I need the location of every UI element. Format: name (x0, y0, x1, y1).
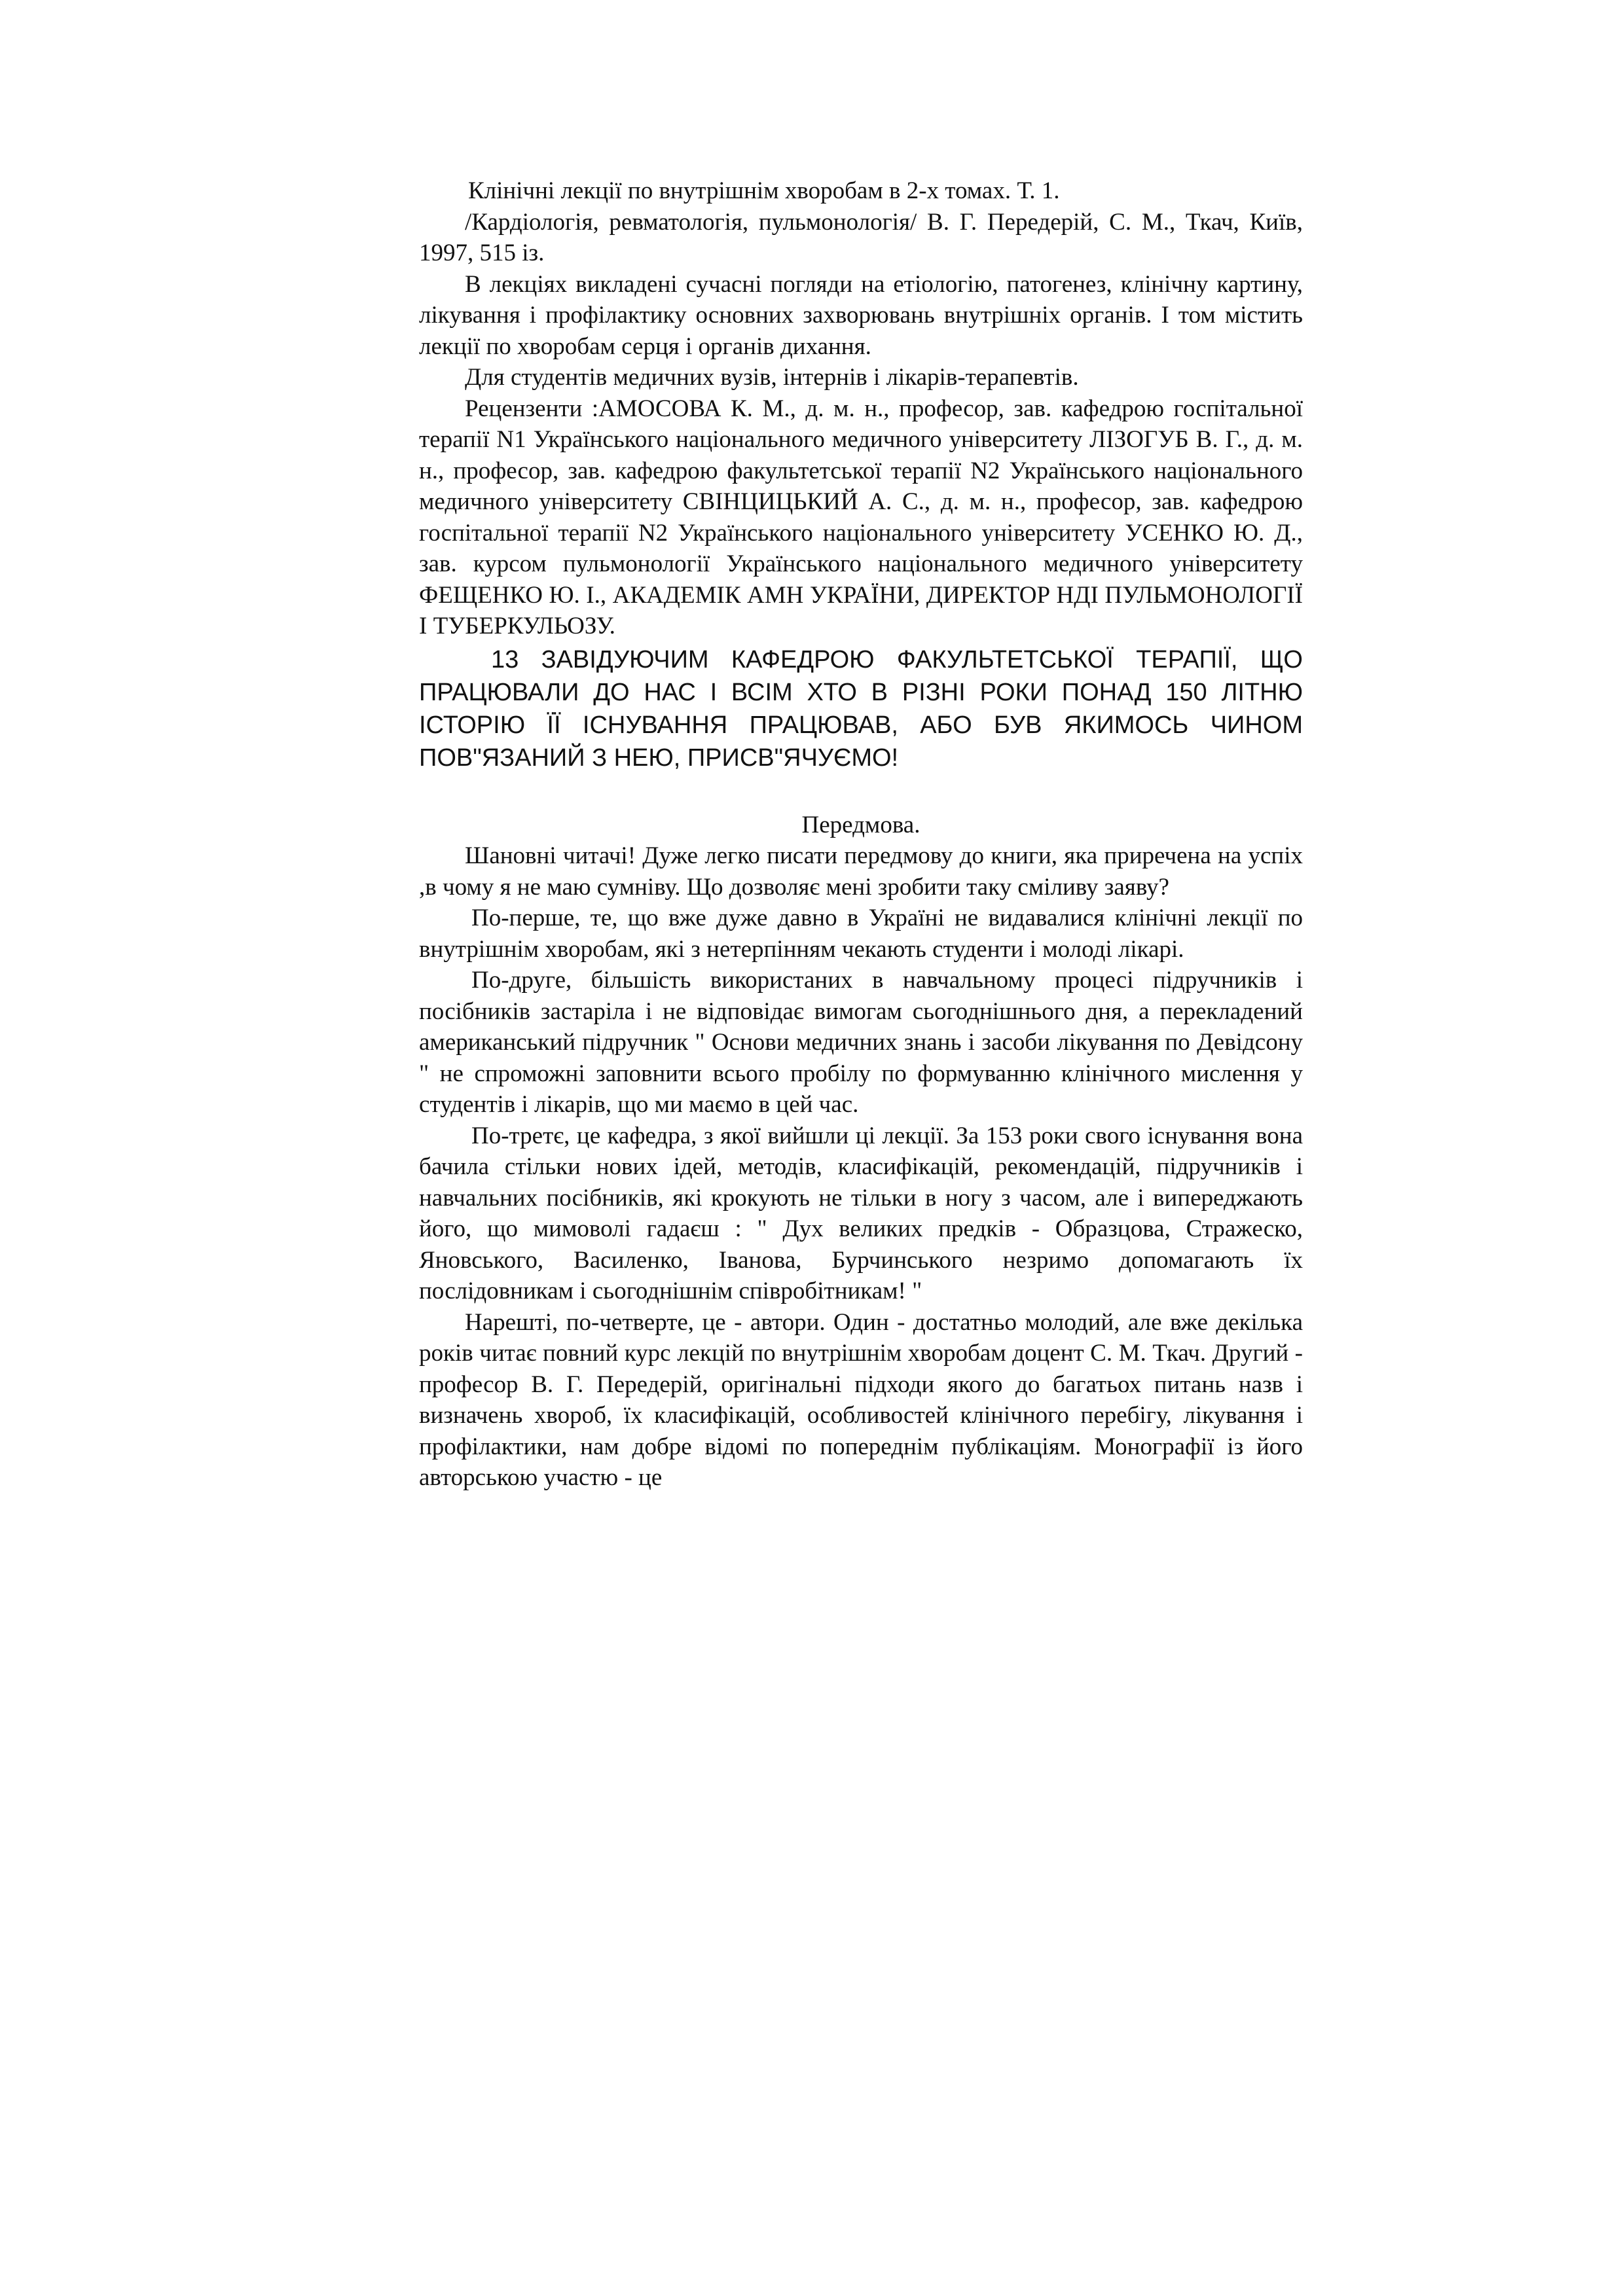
audience-note: Для студентів медичних вузів, інтернів і лікарів-терапевтів. (465, 364, 1079, 391)
preface-paragraph: По-перше, те, що вже дуже давно в Україні не видавалися клінічні лекції по внутрішнім хворобам, які з нетерпінням чекають студенти і молоді лікарі. (419, 905, 1303, 963)
preface-heading: Передмова. (801, 811, 921, 838)
document-page (419, 175, 1303, 1494)
book-summary: В лекціях викладені сучасні погляди на етіологію, патогенез, клінічну картину, лікування і профілактику основних захворювань внутрішніх органів. I том містить лекції по хворобам серця і органів дихання. (419, 270, 1303, 360)
preface-paragraph: По-третє, це кафедра, з якої вийшли ці лекції. За 153 роки свого існування вона бачила стільки нових ідей, методів, класифікацій, рекомендацій, підручників і навчальних посібників, які крокують не тільки в ногу з часом, але і випереджають його, що мимоволі гадаєш : " Дух великих предків - Образцова, Стражеско, Яновського, Василенко, Іванова, Бурчинського незримо допомагають їх послідовникам і сьогоднішнім співробітникам! " (419, 1122, 1303, 1304)
reviewers-paragraph: Рецензенти :АМОСОВА К. М., д. м. н., професор, зав. кафедрою госпітальної терапії N1 Українського національного медичного університету ЛІЗОГУБ В. Г., д. м. н., професор, зав. кафедрою факультетської терапії N2 Українського національного медичного університету СВІНЦИЦЬКИЙ А. С., д. м. н., професор, зав. кафедрою госпітальної терапії N2 Українського національного університету УСЕНКО Ю. Д., зав. курсом пульмонології Українського національного медичного університету ФЕЩЕНКО Ю. І., АКАДЕМІК АМН УКРАЇНИ, ДИРЕКТОР НДІ ПУЛЬМОНОЛОГІЇ І ТУБЕРКУЛЬОЗУ. (419, 395, 1303, 639)
preface-paragraph: По-друге, більшість використаних в навчальному процесі підручників і посібників застаріла і не відповідає вимогам сьогоднішнього дня, а перекладений американський підручник " Основи медичних знань і засоби лікування по Девідсону " не спроможні заповнити всього пробілу по формуванню клінічного мислення у студентів і лікарів, що ми маємо в цей час. (419, 967, 1303, 1118)
book-title: Клінічні лекції по внутрішнім хворобам в 2-х томах. Т. 1. (468, 177, 1060, 204)
dedication: 13 ЗАВІДУЮЧИМ КАФЕДРОЮ ФАКУЛЬТЕТСЬКОЇ ТЕРАПІЇ, ЩО ПРАЦЮВАЛИ ДО НАС І ВСІМ ХТО В РІЗНІ РОКИ ПОНАД 150 ЛІТНЮ ІСТОРІЮ ЇЇ ІСНУВАННЯ ПРАЦЮВАВ, АБО БУВ ЯКИМОСЬ ЧИНОМ ПОВ"ЯЗАНИЙ З НЕЮ, ПРИСВ"ЯЧУЄМО! (419, 645, 1303, 772)
preface-paragraph: Шановні читачі! Дуже легко писати передмову до книги, яка приречена на успіх ,в чому я не маю сумніву. Що дозволяє мені зробити таку сміливу заяву? (419, 842, 1303, 901)
book-meta: /Кардіологія, ревматологія, пульмонологія/ В. Г. Передерій, С. М., Ткач, Київ, 1997, 515 із. (419, 208, 1303, 266)
preface-paragraph: Нарешті, по-четверте, це - автори. Один - достатньо молодий, але вже декілька років читає повний курс лекцій по внутрішнім хворобам доцент С. М. Ткач. Другий - професор В. Г. Передерій, оригінальні підходи якого до багатьох питань назв і визначень хвороб, їх класифікацій, особливостей клінічного перебігу, лікування і профілактики, нам добре відомі по попереднім публікаціям. Монографії із його авторською участю - це (419, 1308, 1303, 1491)
